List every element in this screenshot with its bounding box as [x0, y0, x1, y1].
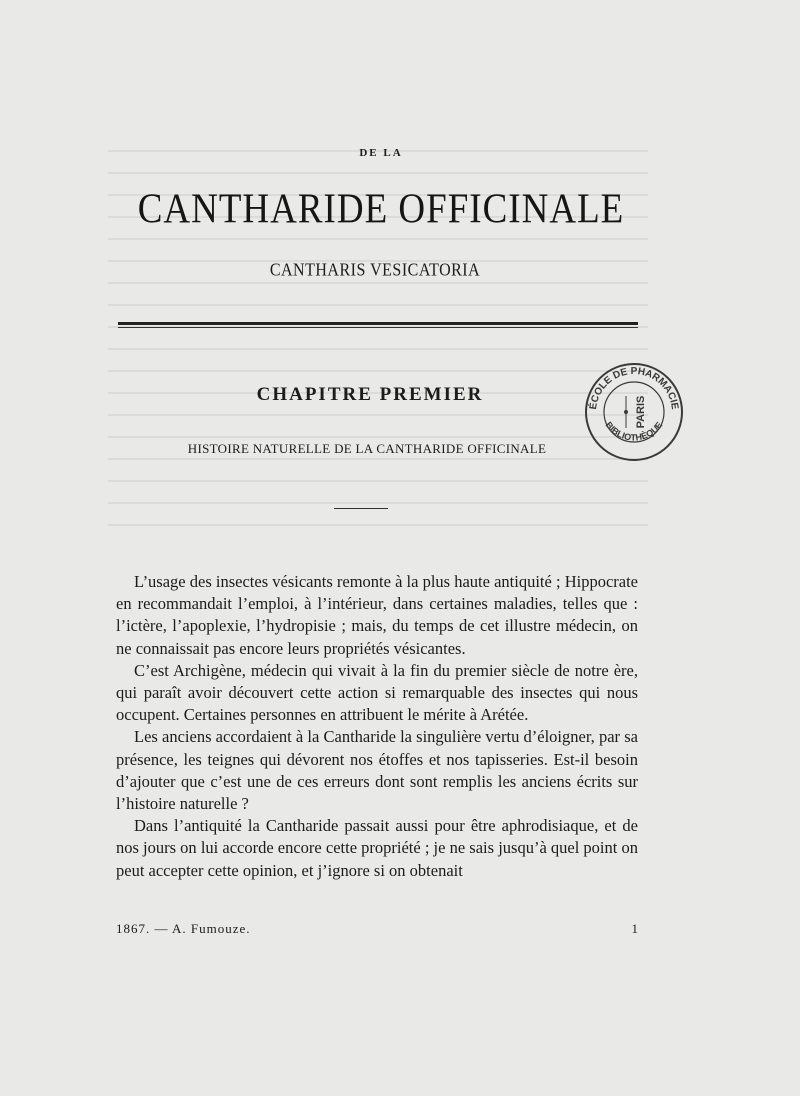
section-divider	[334, 508, 388, 509]
double-rule-top	[118, 322, 638, 325]
chapter-title: CHAPITRE PREMIER	[256, 384, 484, 405]
page-number: 1	[631, 921, 638, 936]
pre-title: DE LA	[359, 147, 403, 159]
body-text	[116, 571, 638, 882]
svg-text:PARIS: PARIS	[635, 395, 647, 429]
main-title: CANTHARIDE OFFICINALE	[137, 185, 625, 234]
paragraph: C’est Archigène, médecin qui vivait à la fin du premier siècle de notre ère, qui paraît avoir découvert cette action si remarquable des insectes qui nous occupent. Certaines personnes en attribuent le mérite à Arétée.	[116, 660, 638, 725]
svg-text:ÉCOLE DE PHARMACIE: ÉCOLE DE PHARMACIE	[588, 365, 680, 411]
footer-signature: 1867. — A. Fumouze.	[116, 921, 251, 936]
paragraph: Les anciens accordaient à la Cantharide la singulière vertu d’éloigner, par sa présence, les teignes qui dévorent nos étoffes et nos tapisseries. Est-il besoin d’ajouter que c’est une de ces erreurs dont sont remplis les anciens écrits sur l’histoire naturelle ?	[116, 727, 638, 814]
chapter-subtitle: HISTOIRE NATURELLE DE LA CANTHARIDE OFFICINALE	[187, 441, 547, 456]
library-stamp-icon	[582, 360, 686, 464]
paragraph: L’usage des insectes vésicants remonte à la plus haute antiquité ; Hippocrate en recommandait l’emploi, à l’intérieur, dans certaines maladies, telles que : l’ictère, l’apoplexie, l’hydropisie ; mais, du temps de cet illustre médecin, on ne connaissait pas encore leurs propriétés vésicantes.	[116, 572, 638, 658]
subtitle: CANTHARIS VESICATORIA	[269, 261, 481, 280]
double-rule-bottom	[118, 327, 638, 328]
paragraph: Dans l’antiquité la Cantharide passait aussi pour être aphrodisiaque, et de nos jours on lui accorde encore cette propriété ; je ne sais jusqu’à quel point on peut accepter cette opinion, et j’ignore si on obtenait	[116, 816, 638, 880]
page-footer	[116, 921, 638, 937]
svg-text:BIBLIOTHÈQUE: BIBLIOTHÈQUE	[603, 419, 665, 443]
